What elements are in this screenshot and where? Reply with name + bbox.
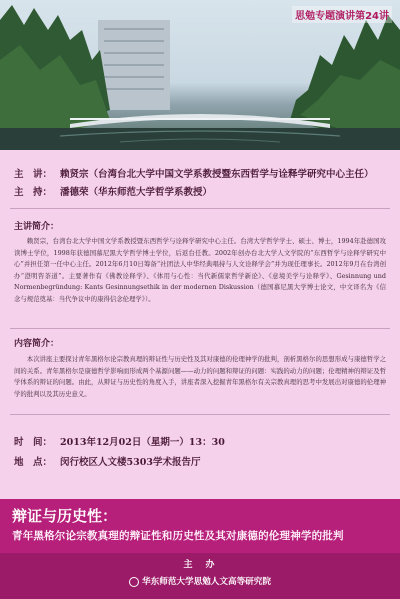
lecture-subtitle: 青年黑格尔论宗教真理的辩证性和历史性及其对康德的伦理神学的批判 xyxy=(12,530,344,542)
speaker-key: 主 讲： xyxy=(14,169,53,180)
content-title: 内容简介： xyxy=(14,339,60,349)
organizer-label: 主 办 xyxy=(183,560,217,570)
time-key: 时 间： xyxy=(14,437,53,448)
organizer-line xyxy=(0,575,400,587)
place-value: 闵行校区人文楼5303学术报告厅 xyxy=(60,457,201,468)
lecture-series-label: 思勉专题演讲第24讲 xyxy=(292,6,392,23)
time-value: 2013年12月02日（星期一）13：30 xyxy=(60,437,225,448)
place-key: 地 点： xyxy=(14,457,53,468)
campus-photo xyxy=(0,0,400,150)
host-value: 潘德荣（华东师范大学哲学系教授） xyxy=(60,187,213,198)
content-text: 本次讲座主要探讨青年黑格尔论宗教真理的辩证性与历史性及其对康德的伦理神学的批判，剖析黑格尔的思想形成与康德哲学之间的关系。青年黑格尔是康德哲学影响而形成两个基源问题——动力的问题和辩证的问题：实践的动力的问题；伦理精神的辩证及哲学体系的辩证的问题。由此，从辩证与历史性的角度入手，讲座者深入挖掘青年黑格尔有关宗教真理的思考中发展出对康德的伦理神学的批判以及其历史意义。 xyxy=(14,355,386,398)
time-row xyxy=(14,434,225,448)
university-emblem-icon xyxy=(129,577,139,587)
bio-title: 主讲简介： xyxy=(14,222,60,232)
divider-3 xyxy=(10,414,390,415)
divider-1 xyxy=(10,208,390,209)
place-row xyxy=(14,454,200,468)
bio-text: 赖贤宗，台湾台北大学中国文学系教授暨东西哲学与诠释学研究中心主任。台湾大学哲学学士、硕士、博士，1994年赴德国攻读博士学位，1998年获德国慕尼黑大学哲学博士学位，后返台任教。2002年创办台北大学人文学院的“东西哲学与诠释学研究中心”并担任第一任中心主任。2012年6月10日筹备“社团法人中华经典唱持与人文诠释学会”并为现任理事长。2012年9月在台湾创办“澄明咨茶道”。主要著作有《佛教诠释学》、《体用与心性：当代新儒家哲学新论》、《意境美学与诠释学》、Gesinnung und Normenbegründung: Kants Gesinnungsethik in der modernen Diskussion（德国慕尼黑大学博士论文，中文译名为《信念与规范奠基：当代争议中的康得信念伦理学》）。 xyxy=(14,237,386,303)
divider-2 xyxy=(10,328,390,329)
host-row xyxy=(14,184,212,198)
speaker-value: 赖贤宗（台湾台北大学中国文学系教授暨东西哲学与诠释学研究中心主任） xyxy=(60,169,374,180)
lecture-title: 辩证与历史性： xyxy=(12,507,118,525)
speaker-row xyxy=(14,166,374,180)
host-key: 主 持： xyxy=(14,187,53,198)
organizer-name: 华东师范大学思勉人文高等研究院 xyxy=(142,577,271,587)
